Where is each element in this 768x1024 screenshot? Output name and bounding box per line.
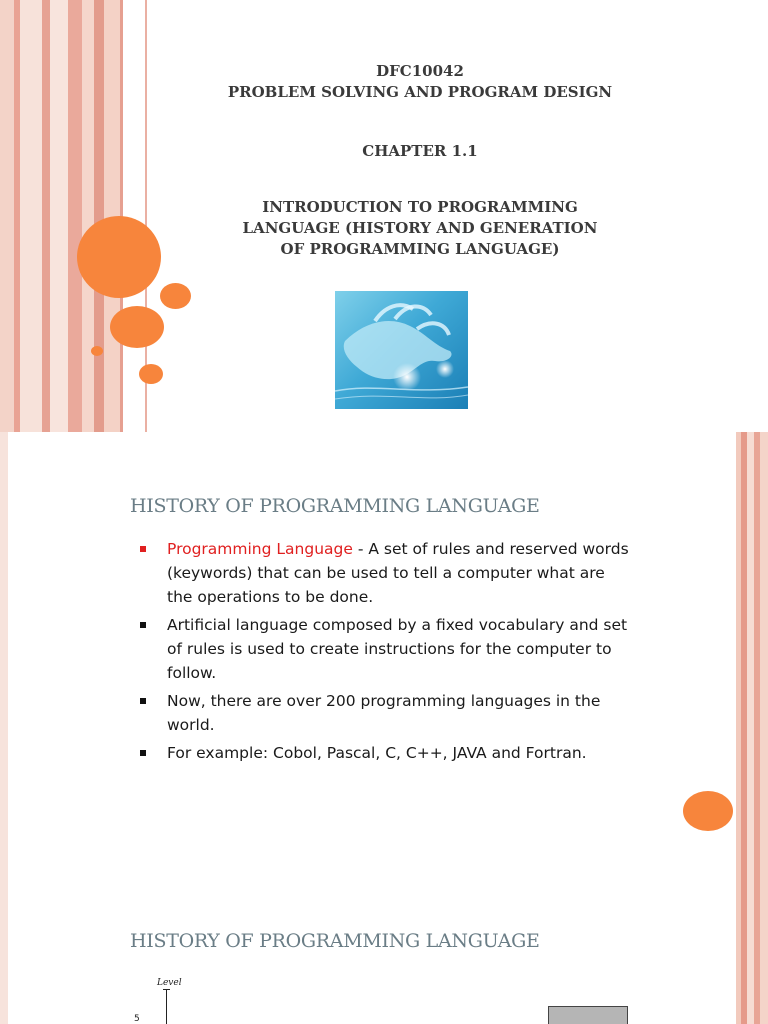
topic-title (190, 197, 650, 260)
axis-label: Level (157, 978, 182, 988)
bullet-list (140, 537, 630, 769)
decor-stripe (94, 0, 104, 432)
decor-circle (683, 791, 733, 831)
course-code: DFC10042 (376, 62, 464, 80)
decor-stripe (0, 0, 14, 432)
hand-illustration (335, 291, 468, 409)
history-slide (0, 432, 768, 866)
slide-heading: HISTORY OF PROGRAMMING LANGUAGE (130, 495, 540, 517)
decor-stripe (42, 0, 50, 432)
decor-stripe (82, 0, 94, 432)
decor-stripe (50, 0, 68, 432)
topic-line: OF PROGRAMMING LANGUAGE) (280, 240, 560, 258)
course-header (190, 61, 650, 103)
bullet-text: - A set of rules and reserved words (keywords) that can be used to tell a computer what are the operations to be done. (167, 540, 629, 606)
bullet-text: Artificial language composed by a fixed vocabulary and set of rules is used to create instructions for the computer to follow. (167, 616, 628, 682)
list-item (140, 741, 630, 765)
axis-arrow (163, 989, 170, 990)
decor-stripe (0, 866, 8, 1024)
topic-line: INTRODUCTION TO PROGRAMMING (262, 198, 578, 216)
bullet-icon (140, 698, 146, 704)
decor-stripe (760, 432, 768, 866)
decor-stripe (747, 866, 754, 1024)
bullet-icon (140, 750, 146, 756)
decor-circle (160, 283, 191, 309)
decor-stripe (68, 0, 82, 432)
decor-stripe (20, 0, 42, 432)
tick-label: 5 (134, 1014, 140, 1024)
bullet-text: Now, there are over 200 programming languages in the world. (167, 692, 601, 734)
slide-heading: HISTORY OF PROGRAMMING LANGUAGE (130, 930, 540, 952)
decor-circle (77, 216, 161, 298)
decor-circle (91, 346, 103, 356)
decor-circle (139, 364, 163, 384)
bullet-icon (140, 546, 146, 552)
term-highlight: Programming Language (167, 540, 353, 558)
list-item (140, 613, 630, 685)
list-item (140, 689, 630, 737)
decor-stripe (760, 866, 768, 1024)
decor-stripe (747, 432, 754, 866)
bullet-text: For example: Cobol, Pascal, C, C++, JAVA and Fortran. (167, 744, 587, 762)
decor-stripe (0, 432, 8, 866)
title-slide (0, 0, 768, 432)
diagram-block (548, 1006, 628, 1024)
decor-circle (110, 306, 164, 348)
y-axis (166, 990, 167, 1024)
topic-line: LANGUAGE (HISTORY AND GENERATION (242, 219, 598, 237)
chapter-title: CHAPTER 1.1 (362, 142, 478, 160)
history-slide-2 (0, 866, 768, 1024)
list-item (140, 537, 630, 609)
digital-hand-image (335, 291, 468, 409)
course-title: PROBLEM SOLVING AND PROGRAM DESIGN (227, 83, 613, 101)
bullet-icon (140, 622, 146, 628)
